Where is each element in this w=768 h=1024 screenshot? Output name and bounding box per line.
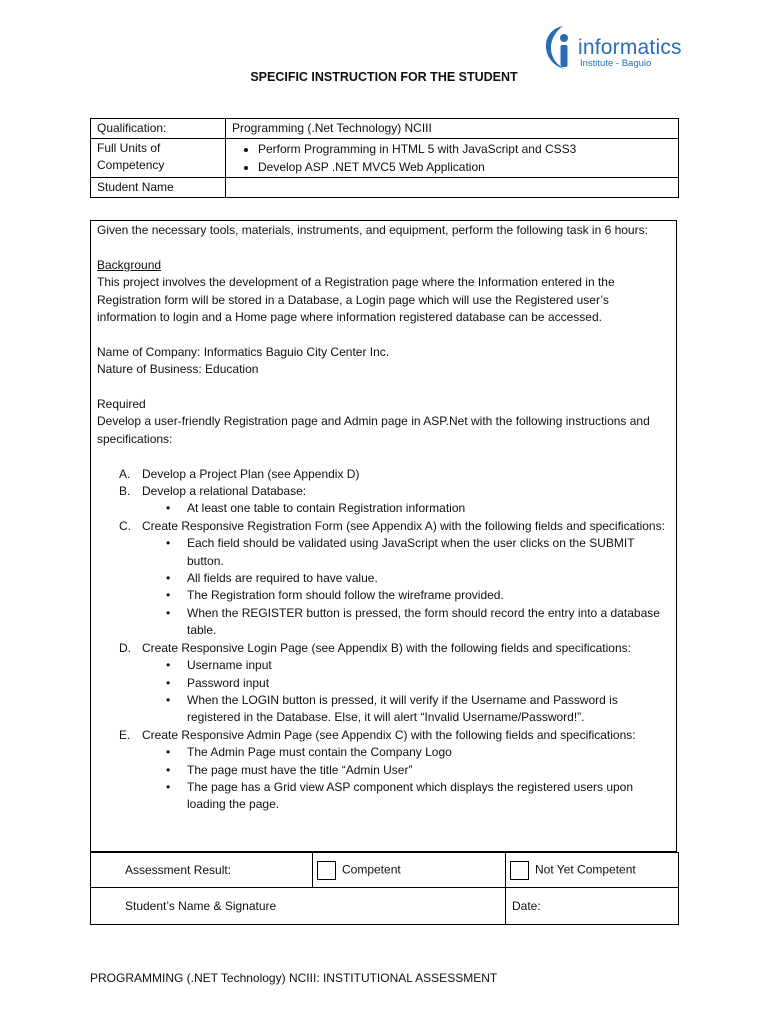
task-text: Create Responsive Admin Page (see Appendix C) with the following fields and specifications: [142, 727, 636, 742]
task-text: Develop a Project Plan (see Appendix D) [142, 466, 360, 481]
footer-text: PROGRAMMING (.NET Technology) NCIII: INSTITUTIONAL ASSESSMENT [90, 971, 498, 985]
task-bullet: • When the REGISTER button is pressed, the form should record the entry into a database table. [164, 605, 670, 640]
task-bullet: • At least one table to contain Registration information [164, 500, 670, 517]
task-list [97, 466, 670, 814]
units-row [91, 139, 679, 178]
logo-subtext: Institute - Baguio [580, 58, 652, 69]
student-row [91, 178, 679, 198]
task-bullet: • When the LOGIN button is pressed, it will verify if the Username and Password is registered in the Database. Else, it will alert “Invalid Username/Password!”. [164, 692, 670, 727]
unit-item: • Perform Programming in HTML 5 with JavaScript and CSS3 [258, 140, 672, 158]
task-letter: A. [119, 466, 131, 481]
task-letter: E. [119, 727, 131, 742]
task-letter: D. [119, 640, 131, 655]
page-title: SPECIFIC INSTRUCTION FOR THE STUDENT [250, 70, 518, 84]
task-item [119, 727, 670, 814]
competent-checkbox[interactable] [317, 861, 336, 880]
background-heading: Background [97, 257, 162, 272]
qualification-label: Qualification: [91, 119, 226, 139]
competent-label: Competent [342, 862, 401, 877]
not-yet-competent-checkbox[interactable] [510, 861, 529, 880]
background-text: This project involves the development of a Registration page where the Information entered in the Registration form will be stored in a Database, a Login page which will use the Registered user’s information to login and a Home page where information registered database can be accessed. [97, 275, 615, 325]
task-bullet: • Each field should be validated using JavaScript when the user clicks on the SUBMIT button. [164, 535, 670, 570]
task-item [119, 518, 670, 640]
info-table [90, 118, 679, 198]
required-heading: Required [97, 397, 146, 412]
assessment-table [90, 852, 679, 925]
task-bullet: • All fields are required to have value. [164, 570, 670, 587]
date-label: Date: [506, 888, 679, 925]
student-name-label: Student Name [91, 178, 226, 198]
task-text: Create Responsive Login Page (see Appendix B) with the following fields and specifications: [142, 640, 631, 655]
units-value [226, 139, 679, 178]
task-letter: C. [119, 518, 131, 533]
informatics-logo-icon [542, 22, 578, 74]
task-bullet: • Password input [164, 675, 670, 692]
logo-brand-text: informatics [578, 36, 682, 59]
task-text: Develop a relational Database: [142, 484, 307, 499]
task-item [119, 466, 670, 483]
not-yet-competent-label: Not Yet Competent [535, 862, 636, 877]
task-item [119, 640, 670, 727]
task-bullet: • The Registration form should follow the wireframe provided. [164, 587, 670, 604]
task-bullet: • The page has a Grid view ASP component which displays the registered users upon loading the page. [164, 779, 670, 814]
task-bullet: • The Admin Page must contain the Company Logo [164, 744, 670, 761]
units-label-line-2: Competency [97, 158, 165, 172]
task-bullets [142, 500, 670, 517]
task-bullets [142, 535, 670, 639]
qualification-value: Programming (.Net Technology) NCIII [226, 119, 679, 139]
task-text: Create Responsive Registration Form (see Appendix A) with the following fields and specifications: [142, 518, 665, 533]
task-letter: B. [119, 484, 131, 499]
units-list [232, 140, 672, 176]
nature-of-business: Nature of Business: Education [97, 362, 259, 377]
assessment-result-label: Assessment Result: [91, 853, 313, 888]
task-bullets [142, 744, 670, 814]
company-name: Name of Company: Informatics Baguio City Center Inc. [97, 344, 390, 359]
company-logo [542, 22, 722, 74]
student-name-value[interactable] [226, 178, 679, 198]
units-label-line-1: Full Units of [97, 141, 161, 155]
intro-text: Given the necessary tools, materials, instruments, and equipment, perform the following task in 6 hours: [97, 223, 648, 237]
unit-item: • Develop ASP .NET MVC5 Web Application [258, 158, 672, 176]
task-bullet: • Username input [164, 657, 670, 674]
competent-cell [313, 853, 506, 888]
signature-row [91, 888, 679, 925]
task-bullet: • The page must have the title “Admin User” [164, 762, 670, 779]
required-text: Develop a user-friendly Registration page and Admin page in ASP.Net with the following instructions and specifications: [97, 414, 650, 446]
assessment-result-row [91, 853, 679, 888]
instructions-box [90, 220, 677, 852]
qualification-row [91, 119, 679, 139]
signature-label: Student’s Name & Signature [91, 888, 506, 925]
task-bullets [142, 657, 670, 727]
task-item [119, 483, 670, 518]
units-label [91, 139, 226, 178]
not-yet-competent-cell [506, 853, 679, 888]
